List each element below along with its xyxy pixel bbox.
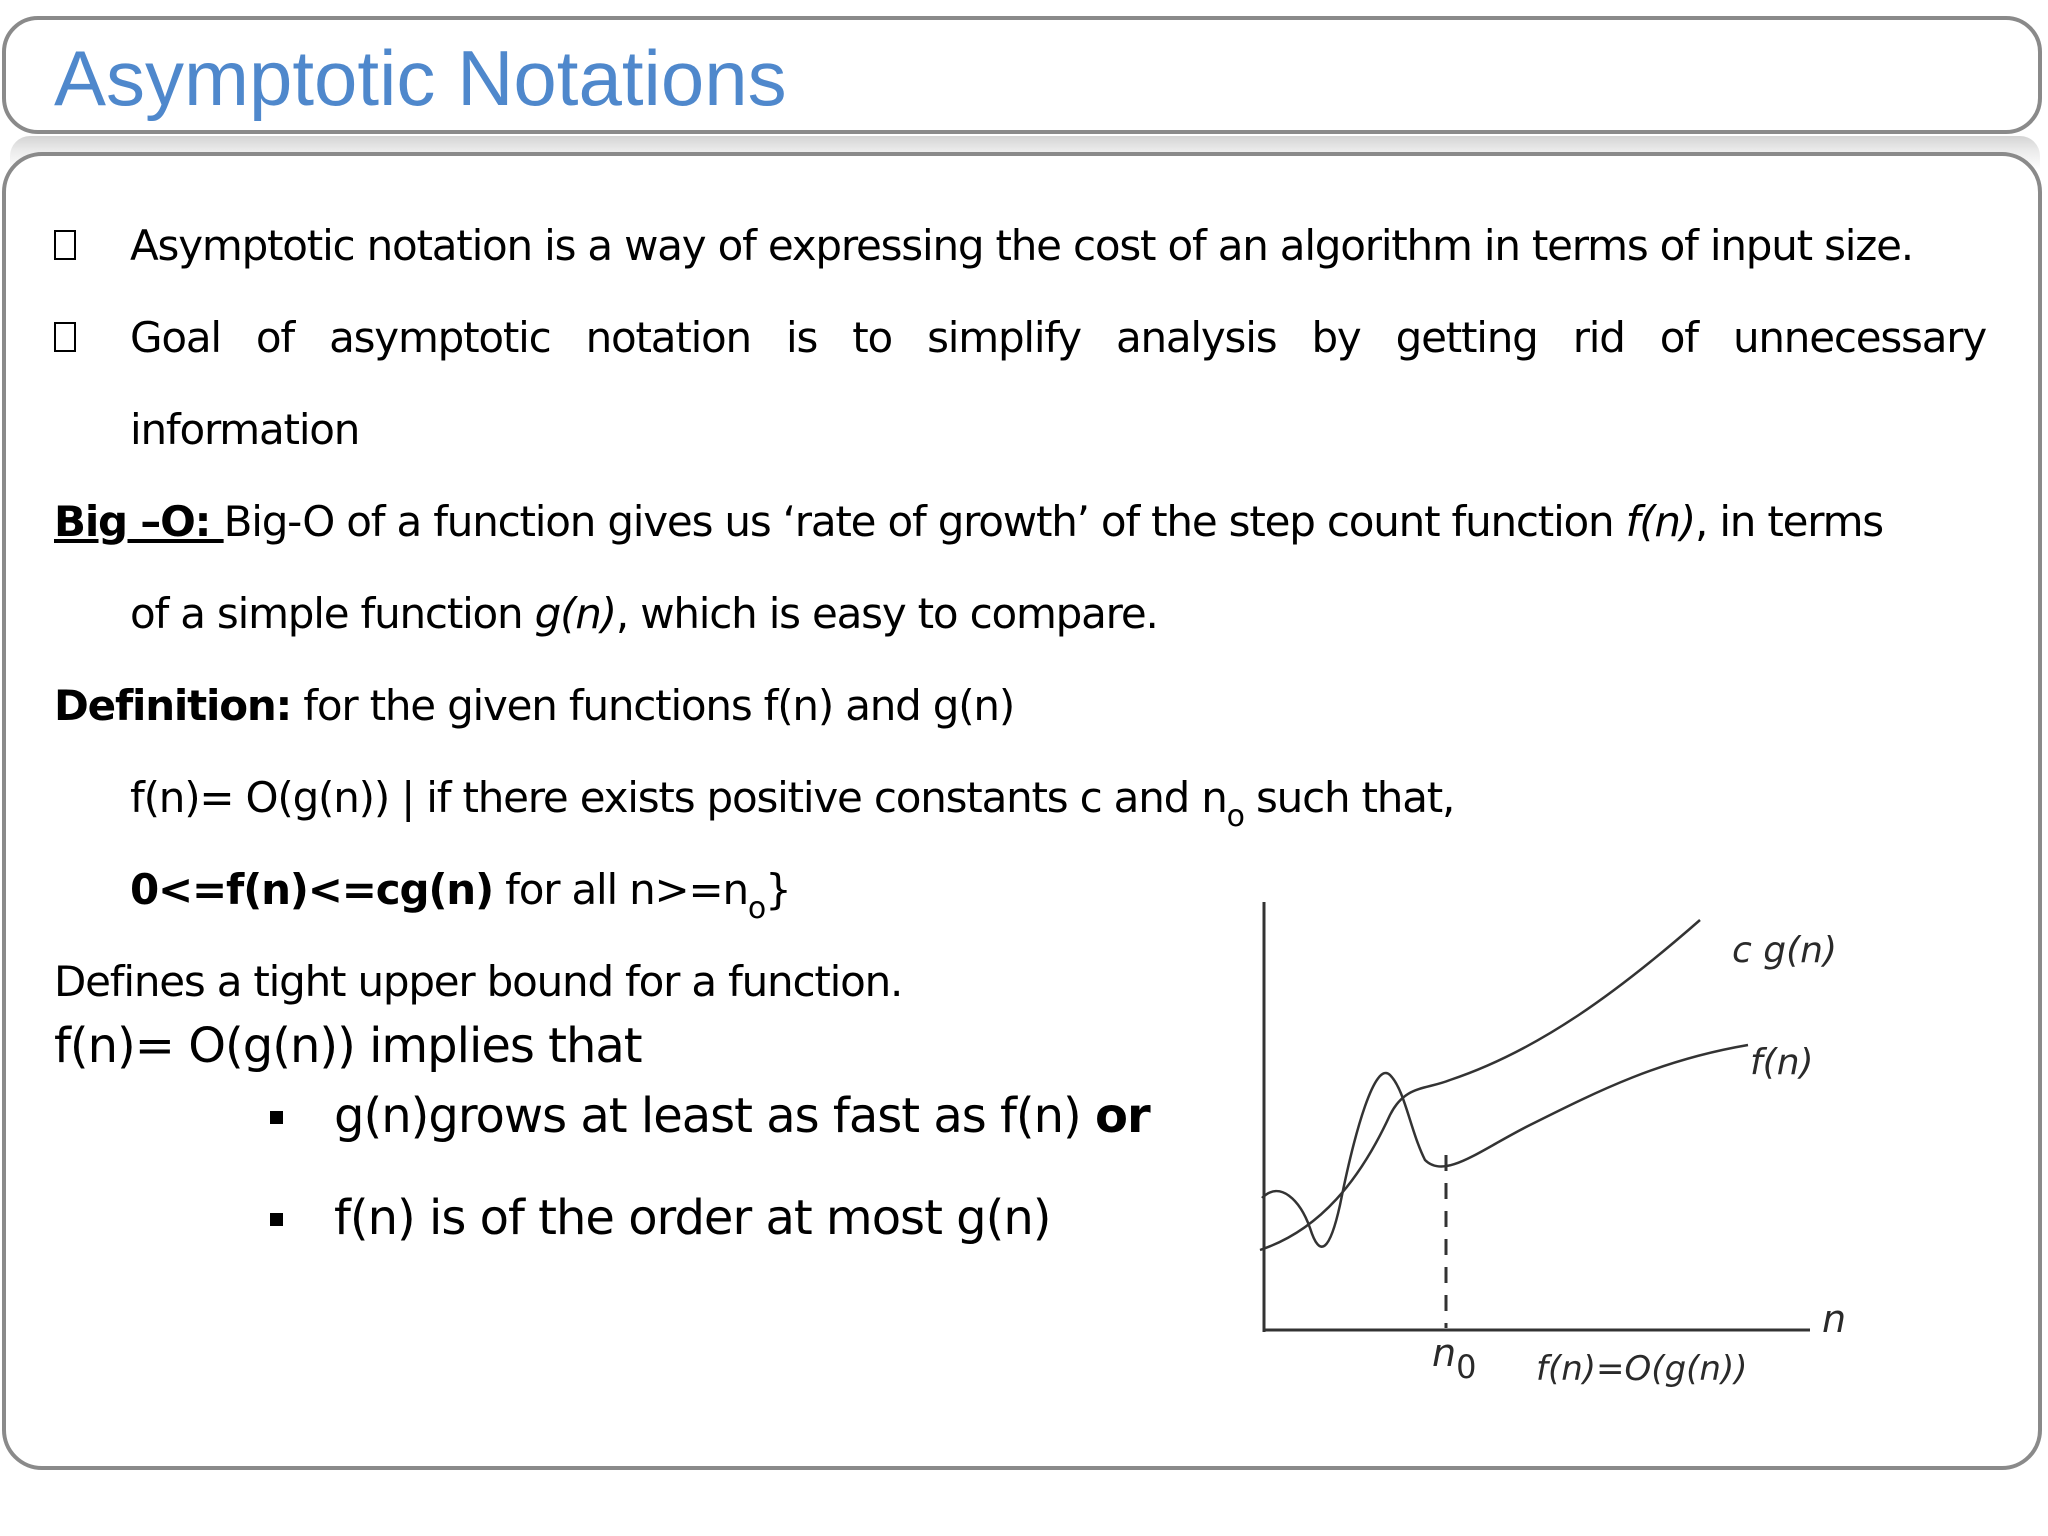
definition-text: for the given functions f(n) and g(n) — [291, 681, 1015, 730]
n0-label-n: n — [1432, 1331, 1457, 1375]
slide-title: Asymptotic Notations — [54, 34, 787, 122]
f-curve — [1262, 1045, 1748, 1247]
sub-bullet-2-text: f(n) is of the order at most g(n) — [334, 1190, 1051, 1246]
inequality-bold: 0<=f(n)<=cg(n) — [130, 865, 494, 914]
square-bullet-icon — [270, 1213, 283, 1226]
bullet-text-2-line-1: Goal of asymptotic notation is to simplify analysis by getting rid of unnecessary — [130, 313, 1986, 362]
bigo-text-1b: , in terms — [1695, 497, 1883, 546]
cg-curve — [1260, 920, 1700, 1250]
cg-label: c g(n) — [1732, 930, 1837, 971]
square-bullet-icon — [270, 1111, 283, 1124]
definition-inequality — [130, 864, 791, 926]
bigo-line-1 — [54, 496, 1883, 548]
sub-bullet-2 — [334, 1192, 1050, 1244]
inequality-subscript: o — [747, 891, 766, 926]
sub-bullet-1-text: g(n)grows at least as fast as f(n) — [334, 1088, 1096, 1144]
definition-label: Definition: — [54, 681, 292, 730]
x-axis-label: n — [1822, 1297, 1847, 1341]
missing-glyph-bullet-icon — [54, 322, 76, 352]
inequality-rest: for all n>=n — [493, 865, 748, 914]
inequality-end: } — [765, 865, 791, 914]
condition-text-a: f(n)= O(g(n)) | if there exists positive constants c and n — [130, 773, 1227, 822]
bigo-fn-f: f(n) — [1625, 497, 1696, 546]
bigo-line-2 — [130, 588, 1158, 640]
bigo-text-1a: Big-O of a function gives us ‘rate of growth’ of the step count function — [223, 497, 1626, 546]
tight-bound-text: Defines a tight upper bound for a function. — [54, 957, 903, 1006]
big-o-graph — [1240, 880, 1880, 1400]
condition-text-b: such that, — [1243, 773, 1455, 822]
sub-bullet-1 — [334, 1090, 1150, 1142]
n0-label-sub: 0 — [1456, 1348, 1477, 1386]
graph-caption: f(n)=O(g(n)) — [1536, 1349, 1748, 1389]
definition-condition — [130, 772, 1455, 834]
n0-label — [1432, 1331, 1476, 1386]
bigo-label: Big –O: — [54, 497, 224, 546]
implies-text: f(n)= O(g(n)) implies that — [54, 1018, 642, 1074]
f-label: f(n) — [1750, 1042, 1814, 1083]
bigo-fn-g: g(n) — [534, 589, 616, 638]
bullet-text-2-line-2: information — [130, 405, 360, 454]
bullet-text-1: Asymptotic notation is a way of expressing the cost of an algorithm in terms of input size. — [130, 221, 1913, 270]
sub-bullet-1-bold: or — [1095, 1088, 1150, 1144]
condition-subscript: o — [1226, 799, 1244, 834]
bigo-text-2a: of a simple function — [130, 589, 535, 638]
definition-line — [54, 680, 1014, 732]
bigo-text-2b: , which is easy to compare. — [615, 589, 1158, 638]
missing-glyph-bullet-icon — [54, 230, 76, 260]
